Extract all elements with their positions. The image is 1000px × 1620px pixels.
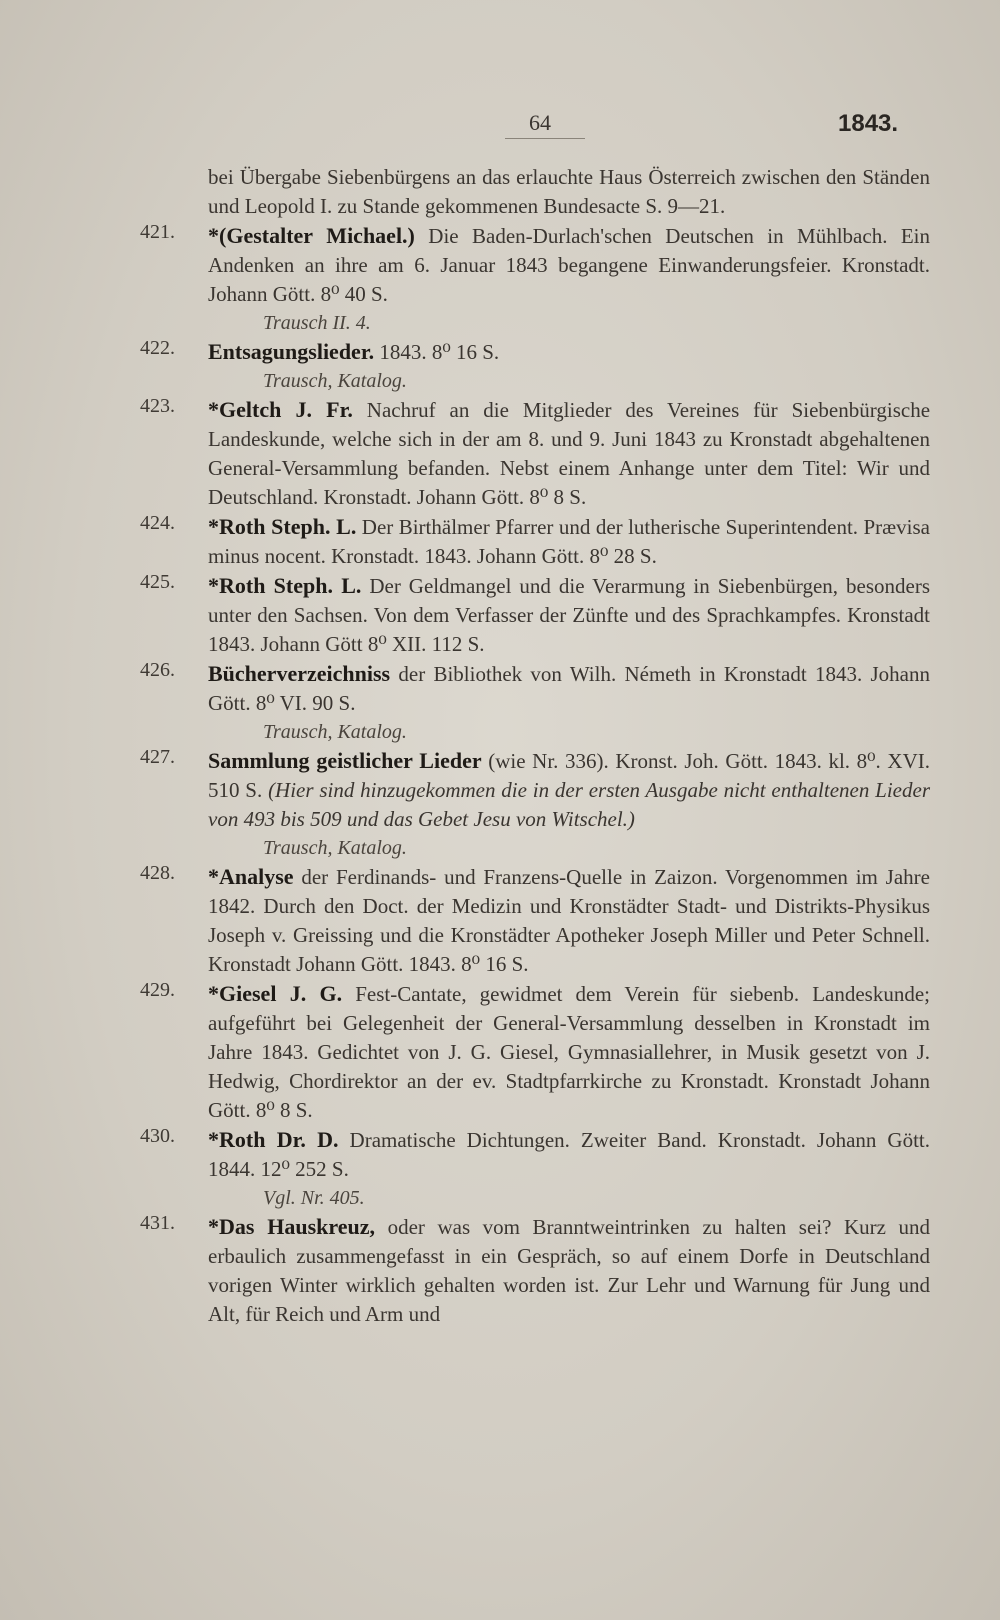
page-header [0,110,1000,150]
entry-body: Fest-Cantate, gewidmet dem Verein für siebenb. Landeskunde; aufgeführt bei Gelegenheit der General-Versammlung desselben in Kronstadt im Jahre 1843. Gedichtet von J. G. Giesel, Gymnasiallehrer, in Musik gesetzt von J. Hedwig, Chordirektor an der ev. Stadtpfarrkirche zu Kronstadt. Kronstadt Johann Gött. 8⁰ 8 S. [208,982,931,1122]
entry-heading: *Geltch J. Fr. [208,397,353,422]
entry-heading: *(Gestalter Michael.) [208,223,415,248]
catalog-entry [140,221,930,337]
entry-list [140,221,930,1329]
entry-number: 422. [140,337,175,359]
entry-number: 426. [140,659,175,681]
entry-number: 423. [140,395,175,417]
catalog-entry [140,862,930,979]
entry-number: 431. [140,1212,175,1234]
entry-body: 1843. 8⁰ 16 S. [379,340,500,364]
entry-heading: *Das Hauskreuz, [208,1214,376,1239]
entry-heading: *Analyse [208,864,294,889]
entry-number: 425. [140,571,175,593]
entry-heading: *Giesel J. G. [208,981,343,1006]
entry-body: oder was vom Branntweintrinken zu halten sei? Kurz und erbaulich zusammengefasst in ein Gespräch, so auf einem Dorfe in Deutschland vorigen Winter wirklich gehalten worden ist. Zur Lehr und Warnung für Jung und Alt, für Reich und Arm und [208,1215,931,1326]
entry-number: 427. [140,746,175,768]
entry-body: Der Geldmangel und die Verarmung in Siebenbürgen, besonders unter den Sachsen. Von dem Verfasser der Zünfte und des Sprachkampfes. Kronstadt 1843. Johann Gött 8⁰ XII. 112 S. [208,574,931,656]
entry-body: Die Baden-Durlach'schen Deutschen in Mühlbach. Ein Andenken an ihre am 6. Januar 1843 begangene Einwanderungsfeier. Kronstadt. Johann Gött. 8⁰ 40 S. [208,224,930,306]
entry-text [208,395,930,512]
entry-body: Nachruf an die Mitglieder des Vereines für Siebenbürgische Landeskunde, welche sich in der am 8. und 9. Juni 1843 zu Kronstadt abgehaltenen General-Versammlung befanden. Nebst einem Anhange unter dem Titel: Wir und Deutschland. Kronstadt. Johann Gött. 8⁰ 8 S. [208,398,931,509]
entry-reference: Trausch II. 4. [263,312,371,334]
entry-body: Der Birthälmer Pfarrer und der lutherische Superintendent. Prævisa minus nocent. Kronstadt. 1843. Johann Gött. 8⁰ 28 S. [208,515,931,568]
entry-number: 424. [140,512,175,534]
entry-body: (wie Nr. 336). Kronst. Joh. Gött. 1843. kl. 8⁰. XVI. 510 S. [208,749,930,802]
catalog-entry [140,512,930,571]
entry-body: der Ferdinands- und Franzens-Quelle in Zaizon. Vorgenommen im Jahre 1842. Durch den Doct. der Medizin und Kronstädter Stadt- und Distrikts-Physikus Joseph v. Greissing und die Kronstädter Apotheker Joseph Miller und Peter Schnell. Kronstadt Johann Gött. 1843. 8⁰ 16 S. [208,865,930,976]
entry-body: Dramatische Dichtungen. Zweiter Band. Kronstadt. Johann Gött. 1844. 12⁰ 252 S. [208,1128,930,1181]
catalog-entry [140,746,930,862]
entry-text [208,862,930,979]
catalog-entry [140,979,930,1125]
catalog-entry [140,571,930,659]
entry-body: der Bibliothek von Wilh. Németh in Kronstadt 1843. Johann Gött. 8⁰ VI. 90 S. [208,662,930,715]
entry-number: 430. [140,1125,175,1147]
page-number: 64 [529,110,551,135]
catalog-entry [140,395,930,512]
entry-text [208,337,930,367]
entry-note: (Hier sind hinzugekommen die in der ersten Ausgabe nicht enthaltenen Lieder von 493 bis 509 und das Gebet Jesu von Witschel.) [208,778,930,831]
entry-text [208,512,930,571]
entry-text [208,746,930,834]
continuation-text: bei Übergabe Siebenbürgens an das erlauchte Haus Österreich zwischen den Ständen und Leopold I. zu Stande gekommenen Bundesacte S. 9—21. [208,165,930,218]
entry-text [208,1125,930,1184]
entry-heading: Sammlung geistlicher Lieder [208,748,482,773]
entry-reference: Trausch, Katalog. [263,837,407,859]
entry-heading: Entsagungslieder. [208,339,375,364]
entry-reference: Trausch, Katalog. [263,721,407,743]
entry-heading: *Roth Steph. L. [208,573,362,598]
entry-text [208,979,930,1125]
page-year: 1843. [838,110,899,137]
entry-heading: Bücherverzeichniss [208,661,391,686]
entry-number: 421. [140,221,175,243]
entry-text [208,659,930,718]
entry-heading: *Roth Steph. L. [208,514,357,539]
entry-text [208,1212,930,1329]
entry-reference: Vgl. Nr. 405. [263,1187,365,1209]
entry-text [208,221,930,309]
entry-number: 428. [140,862,175,884]
entry-reference: Trausch, Katalog. [263,370,407,392]
page-content [140,163,930,1329]
catalog-entry [140,337,930,395]
entry-number: 429. [140,979,175,1001]
catalog-entry [140,1212,930,1329]
entry-text [208,571,930,659]
entry-heading: *Roth Dr. D. [208,1127,339,1152]
catalog-entry [140,1125,930,1212]
header-rule [505,138,585,139]
catalog-entry [140,659,930,746]
